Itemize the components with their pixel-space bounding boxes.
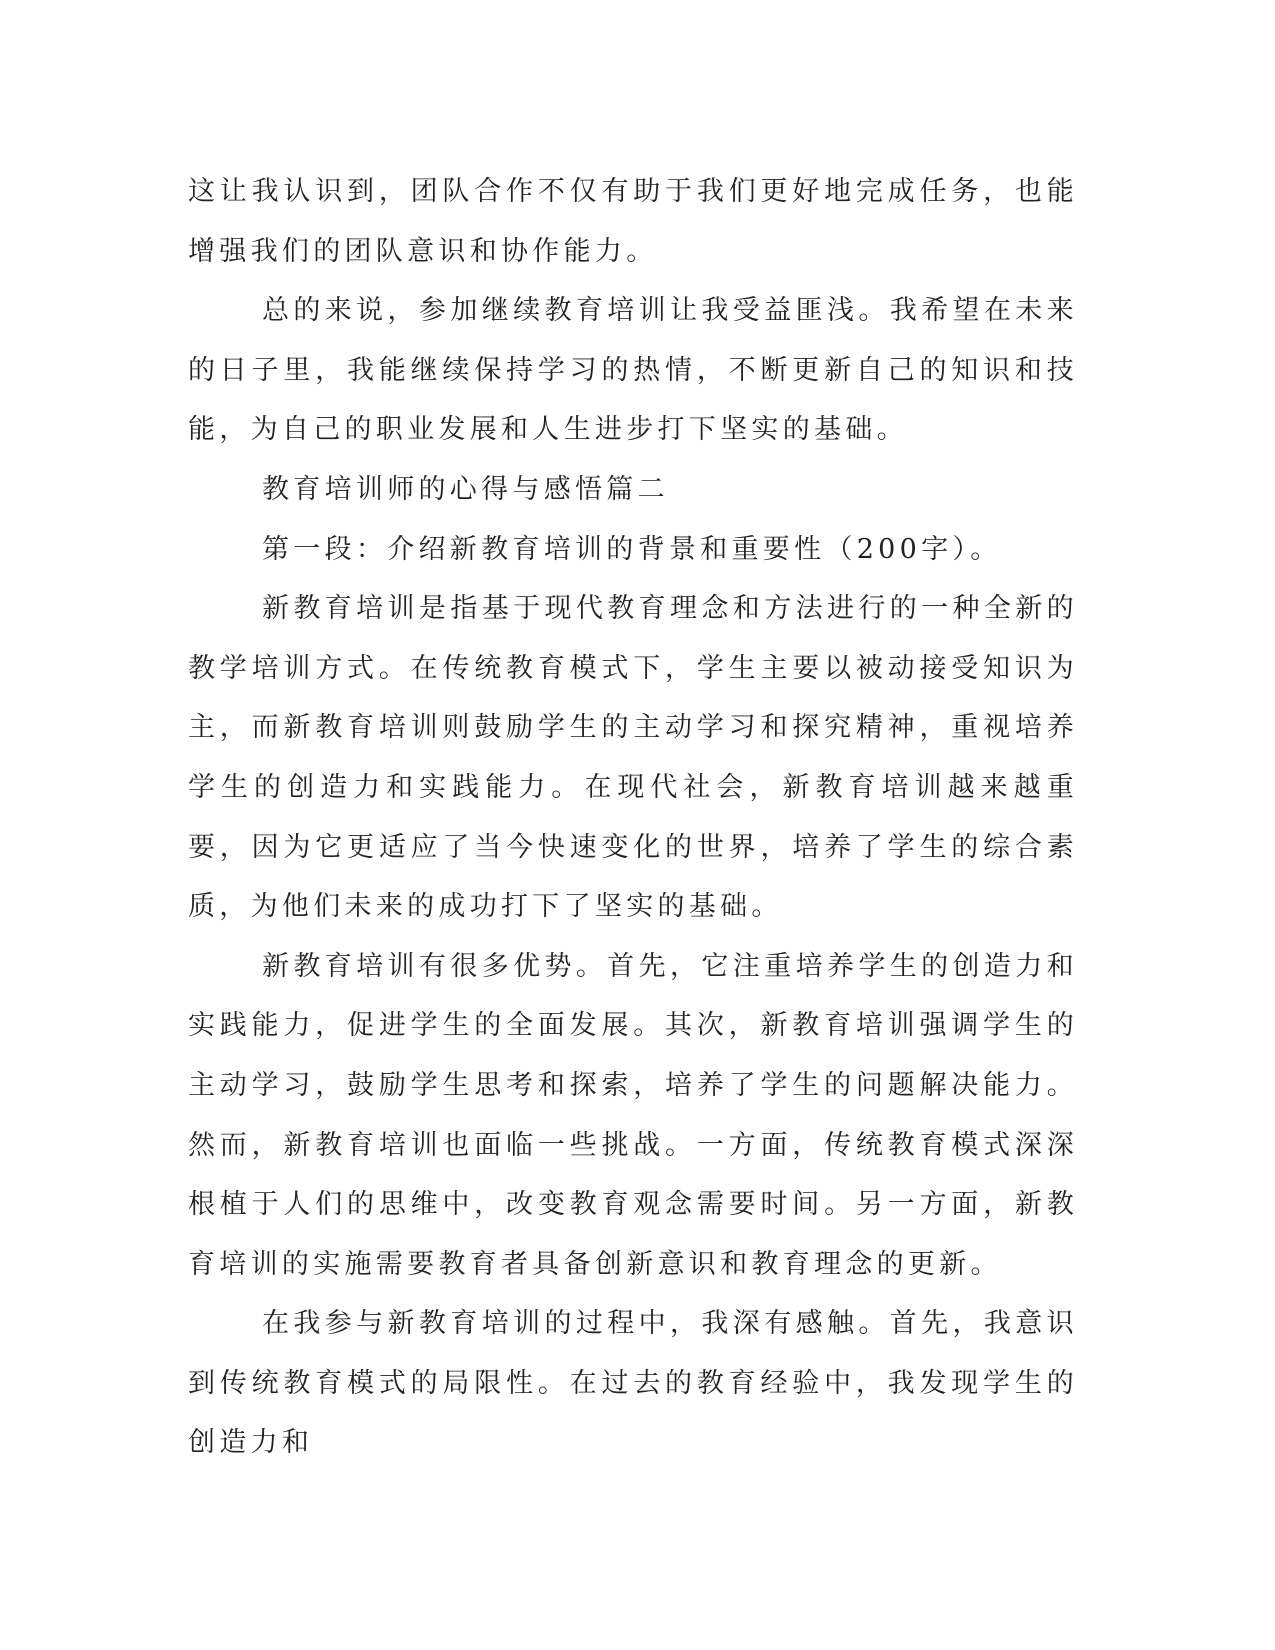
document-body <box>188 162 1078 1473</box>
paragraph-advantages: 新教育培训有很多优势。首先，它注重培养学生的创造力和实践能力，促进学生的全面发展。其次，新教育培训强调学生的主动学习，鼓励学生思考和探索，培养了学生的问题解决能力。然而，新教育培训也面临一些挑战。一方面，传统教育模式深深根植于人们的思维中，改变教育观念需要时间。另一方面，新教育培训的实施需要教育者具备创新意识和教育理念的更新。 <box>188 950 1078 1280</box>
paragraph-teamwork-conclusion: 这让我认识到，团队合作不仅有助于我们更好地完成任务，也能增强我们的团队意识和协作能力。 <box>188 176 1078 267</box>
paragraph-background: 新教育培训是指基于现代教育理念和方法进行的一种全新的教学培训方式。在传统教育模式下，学生主要以被动接受知识为主，而新教育培训则鼓励学生的主动学习和探究精神，重视培养学生的创造力和实践能力。在现代社会，新教育培训越来越重要，因为它更适应了当今快速变化的世界，培养了学生的综合素质，为他们未来的成功打下了坚实的基础。 <box>188 593 1078 923</box>
section-heading: 教育培训师的心得与感悟篇二 <box>262 473 669 505</box>
paragraph-experience: 在我参与新教育培训的过程中，我深有感触。首先，我意识到传统教育模式的局限性。在过去的教育经验中，我发现学生的创造力和 <box>188 1308 1078 1459</box>
section-subheading: 第一段：介绍新教育培训的背景和重要性（200字）。 <box>262 533 1002 565</box>
paragraph-summary: 总的来说，参加继续教育培训让我受益匪浅。我希望在未来的日子里，我能继续保持学习的热情，不断更新自己的知识和技能，为自己的职业发展和人生进步打下坚实的基础。 <box>188 295 1078 446</box>
